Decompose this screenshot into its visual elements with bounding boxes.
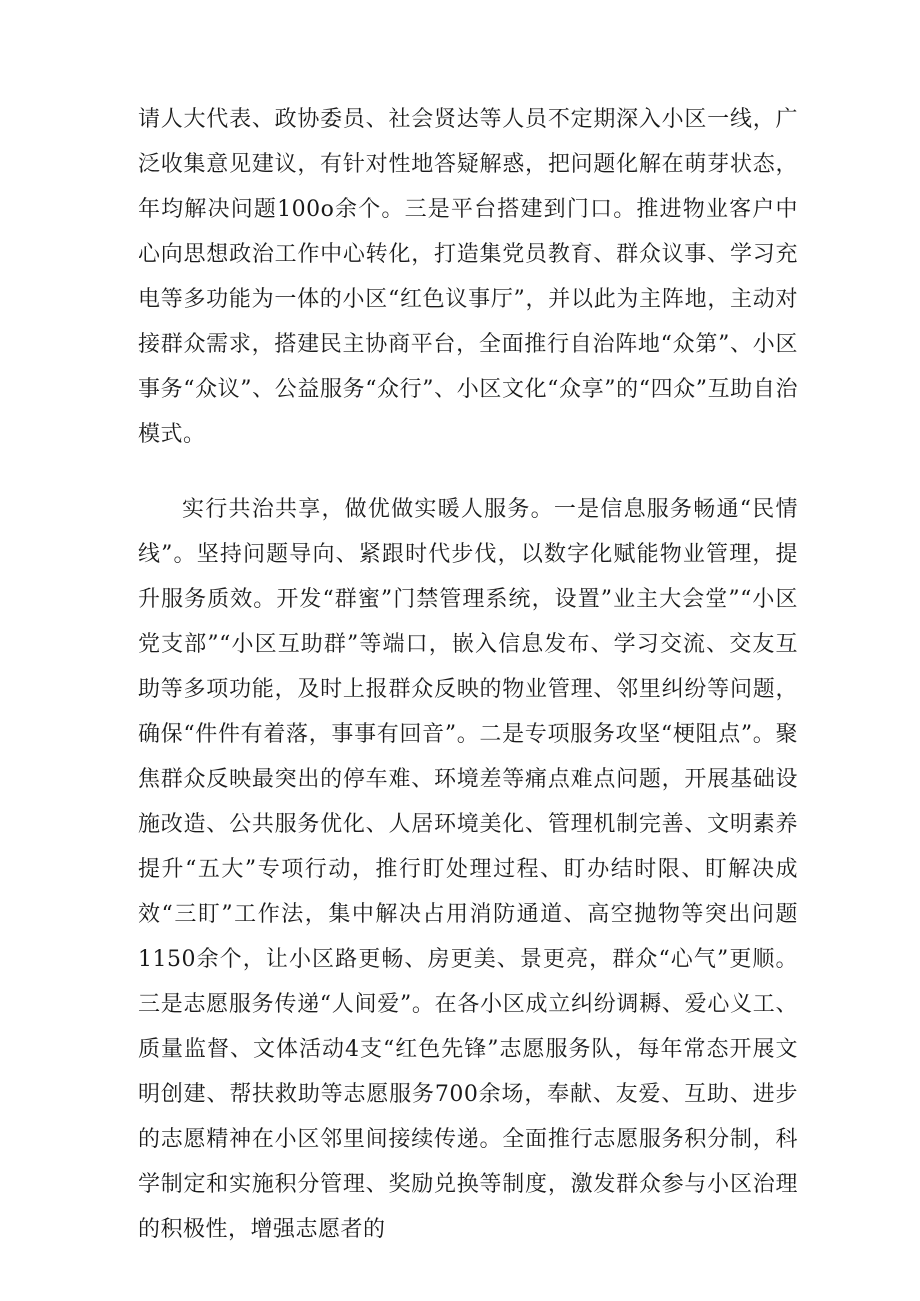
paragraph-continued: 请人大代表、政协委员、社会贤达等人员不定期深入小区一线，广泛收集意见建议，有针对性地答疑解惑，把问题化解在萌芽状态，年均解决问题100o余个。三是平台搭建到门口。推进物业客户中心向思想政治工作中心转化，打造集党员教育、群众议事、学习充电等多功能为一体的小区“红色议事厅”，并以此为主阵地，主动对接群众需求，搭建民主协商平台，全面推行自治阵地“众第”、小区事务“众议”、公益服务“众行”、小区文化“众享”的“四众”互助自治模式。 [138, 107, 798, 447]
paragraph-shared-governance: 实行共治共享，做优做实暖人服务。一是信息服务畅通“民情线”。坚持问题导向、紧跟时代步伐，以数字化赋能物业管理，提升服务质效。开发“群蜜”门禁管理系统，设置”业主大会堂”“小区党支部”“小区互助群”等端口，嵌入信息发布、学习交流、交友互助等多项功能，及时上报群众反映的物业管理、邻里纠纷等问题，确保“件件有着落，事事有回音”。二是专项服务攻坚“梗阻点”。聚焦群众反映最突出的停车难、环境差等痛点难点问题，开展基础设施改造、公共服务优化、人居环境美化、管理机制完善、文明素养提升“五大”专项行动，推行盯处理过程、盯办结时限、盯解决成效“三盯”工作法，集中解决占用消防通道、高空抛物等突出问题1150余个，让小区路更畅、房更美、景更亮，群众“心气”更顺。三是志愿服务传递“人间爱”。在各小区成立纠纷调耨、爱心义工、质量监督、文体活动4支“红色先锋”志愿服务队，每年常态开展文明创建、帮扶救助等志愿服务700余场，奉献、友爱、互助、进步的志愿精神在小区邻里间接续传递。全面推行志愿服务积分制，科学制定和实施积分管理、奖励兑换等制度，激发群众参与小区治理的积极性，增强志愿者的 [138, 497, 798, 1242]
document-body [138, 97, 798, 1252]
